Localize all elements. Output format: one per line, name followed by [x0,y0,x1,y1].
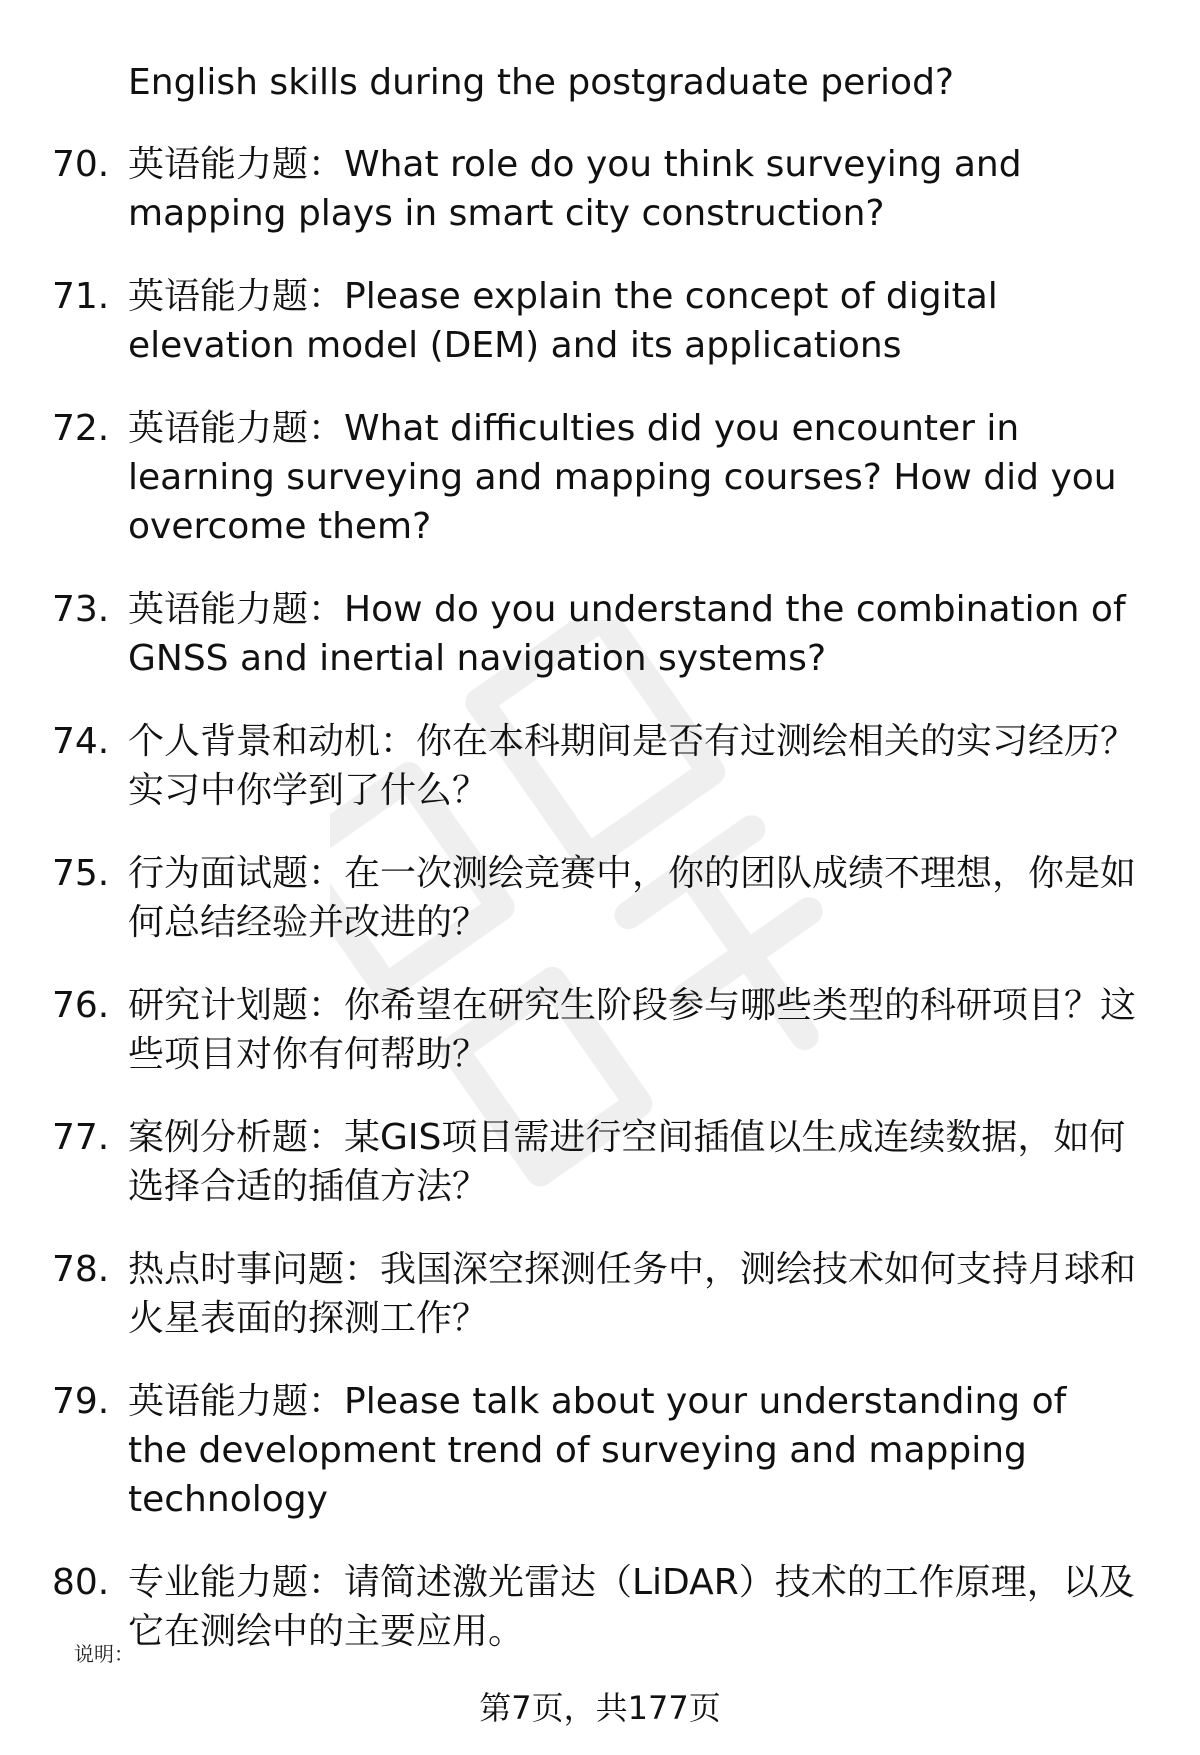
list-item [52,1113,1152,1211]
question-number: 71. [52,276,110,317]
question-number: 75. [52,853,110,894]
question-number: 74. [52,721,110,762]
question-text: 研究计划题：你希望在研究生阶段参与哪些类型的科研项目？这些项目对你有何帮助？ [128,985,1137,1075]
list-item [52,717,1152,815]
question-number: 72. [52,408,110,449]
question-number: 76. [52,985,110,1026]
page-footer: 第7页，共177页 [479,1689,721,1727]
list-item [52,140,1152,238]
question-list [52,140,1152,1690]
note-label: 说明： [74,1642,134,1666]
question-text: 案例分析题：某GIS项目需进行空间插值以生成连续数据，如何选择合适的插值方法？ [128,1117,1126,1207]
list-item [52,849,1152,947]
question-number: 79. [52,1381,110,1422]
question-text: 英语能力题：Please talk about your understanding of the development trend of surveying and mapping technology [128,1381,1067,1520]
question-number: 80. [52,1562,110,1603]
list-item [52,404,1152,551]
question-text: 英语能力题：What role do you think surveying and mapping plays in smart city construction? [128,144,1022,234]
question-text: 热点时事问题：我国深空探测任务中，测绘技术如何支持月球和火星表面的探测工作？ [128,1249,1137,1339]
question-text: 英语能力题：Please explain the concept of digital elevation model (DEM) and its applications [128,276,998,366]
list-item [52,1377,1152,1524]
question-number: 73. [52,589,110,630]
question-text: 英语能力题：What difficulties did you encounter in learning surveying and mapping courses? How did you overcome them? [128,408,1117,547]
question-text: 英语能力题：How do you understand the combination of GNSS and inertial navigation systems? [128,589,1126,679]
question-text: 专业能力题：请简述激光雷达（LiDAR）技术的工作原理，以及它在测绘中的主要应用。 [128,1562,1135,1652]
question-number: 77. [52,1117,110,1158]
list-item [52,981,1152,1079]
list-item [52,1245,1152,1343]
question-number: 70. [52,144,110,185]
list-item [52,1558,1152,1656]
question-text: 行为面试题：在一次测绘竞赛中，你的团队成绩不理想，你是如何总结经验并改进的？ [128,853,1137,943]
list-item [52,272,1152,370]
previous-question-continuation: English skills during the postgraduate period? [128,62,955,103]
question-number: 78. [52,1249,110,1290]
list-item [52,585,1152,683]
question-text: 个人背景和动机：你在本科期间是否有过测绘相关的实习经历？实习中你学到了什么？ [128,721,1137,811]
